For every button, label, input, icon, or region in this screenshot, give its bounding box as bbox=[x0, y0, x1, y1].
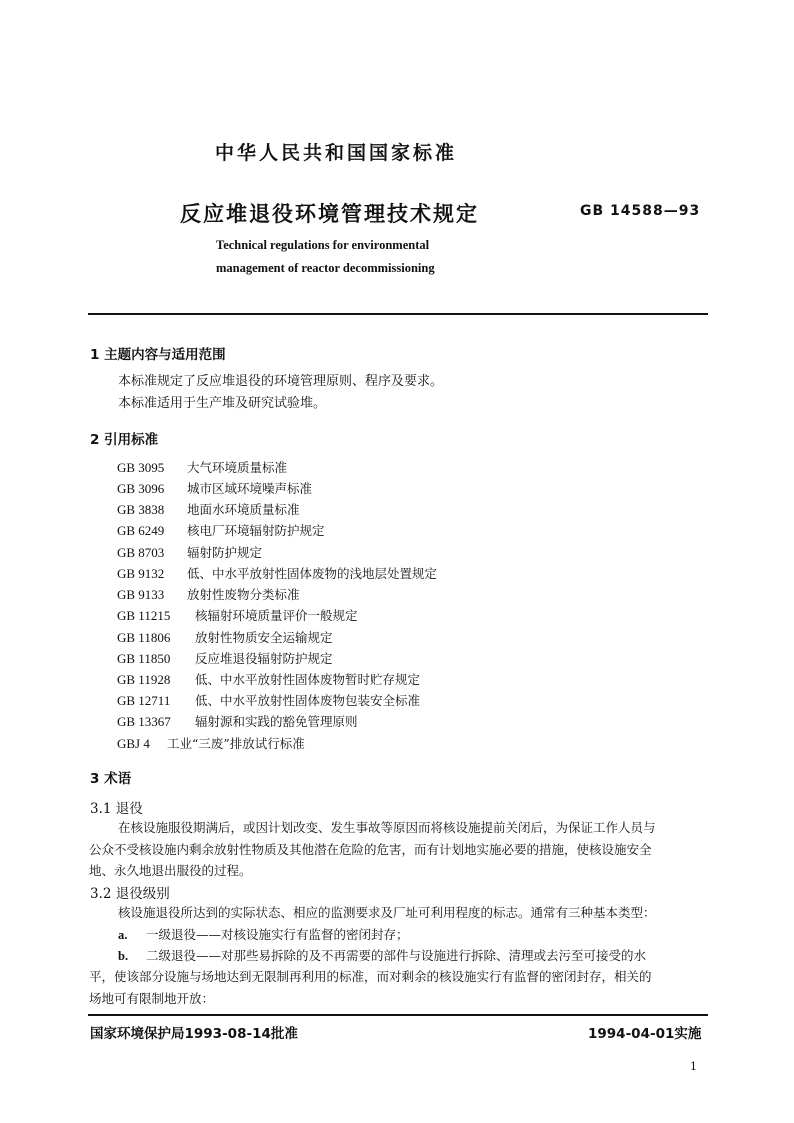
reference-code: GB 11215 bbox=[117, 608, 171, 623]
reference-item bbox=[117, 458, 287, 476]
section-1-paragraph-2: 本标准适用于生产堆及研究试验堆。 bbox=[118, 396, 327, 411]
reference-code: GB 12711 bbox=[117, 693, 171, 708]
section-3-1-line-1: 在核设施服役期满后，或因计划改变、发生事故等原因而将核设施提前关闭后，为保证工作人员与 bbox=[118, 820, 656, 835]
section-3-2-line-1: 核设施退役所达到的实际状态、相应的监测要求及厂址可利用程度的标志。通常有三种基本类型： bbox=[118, 905, 656, 920]
page-number: 1 bbox=[690, 1060, 697, 1073]
reference-code: GB 11806 bbox=[117, 630, 171, 645]
reference-item bbox=[117, 585, 300, 603]
reference-item bbox=[117, 691, 420, 709]
header-divider bbox=[88, 313, 708, 315]
reference-code: GB 11928 bbox=[117, 672, 171, 687]
reference-item bbox=[117, 564, 437, 582]
item-a-text: 一级退役——对核设施实行有监督的密闭封存； bbox=[146, 927, 409, 942]
reference-code: GB 13367 bbox=[117, 714, 171, 729]
reference-item bbox=[117, 521, 325, 539]
implementation-date: 1994-04-01实施 bbox=[588, 1026, 702, 1042]
reference-item bbox=[117, 479, 312, 497]
document-title-en-line2: management of reactor decommissioning bbox=[216, 261, 435, 275]
reference-item bbox=[117, 606, 358, 624]
national-standard-title: 中华人民共和国国家标准 bbox=[215, 142, 458, 164]
item-b-line-2: 平，使该部分设施与场地达到无限制再利用的标准，而对剩余的核设施实行有监督的密闭封存，相关的 bbox=[89, 969, 652, 984]
reference-code: GB 3838 bbox=[117, 502, 165, 517]
section-1-heading: 1 主题内容与适用范围 bbox=[90, 347, 226, 363]
reference-code: GB 3095 bbox=[117, 460, 165, 475]
reference-title: 城市区域环境噪声标准 bbox=[187, 481, 313, 496]
section-3-2-heading: 3.2 退役级别 bbox=[90, 886, 170, 902]
reference-title: 低、中水平放射性固体废物包装安全标准 bbox=[195, 693, 421, 708]
reference-title: 放射性物质安全运输规定 bbox=[195, 630, 333, 645]
document-title-cn: 反应堆退役环境管理技术规定 bbox=[180, 202, 479, 226]
reference-item bbox=[117, 734, 305, 752]
reference-title: 辐射源和实践的豁免管理原则 bbox=[195, 714, 358, 729]
reference-title: 核辐射环境质量评价一般规定 bbox=[195, 608, 358, 623]
reference-title: 放射性废物分类标准 bbox=[187, 587, 300, 602]
item-b-line-3: 场地可有限制地开放： bbox=[89, 991, 215, 1006]
reference-title: 反应堆退役辐射防护规定 bbox=[195, 651, 333, 666]
section-3-1-line-3: 地、永久地退出服役的过程。 bbox=[89, 863, 252, 878]
reference-title: 核电厂环境辐射防护规定 bbox=[187, 523, 325, 538]
reference-item bbox=[117, 670, 420, 688]
footer-divider bbox=[88, 1014, 708, 1016]
reference-code: GB 6249 bbox=[117, 523, 165, 538]
reference-item bbox=[117, 543, 262, 561]
reference-code: GB 11850 bbox=[117, 651, 171, 666]
reference-title: 地面水环境质量标准 bbox=[187, 502, 300, 517]
section-3-1-line-2: 公众不受核设施内剩余放射性物质及其他潜在危险的危害，而有计划地实施必要的措施，使核设施安全 bbox=[89, 842, 652, 857]
reference-item bbox=[117, 712, 358, 730]
reference-title: 辐射防护规定 bbox=[187, 545, 263, 560]
reference-code: GBJ 4 bbox=[117, 736, 150, 751]
reference-title: 大气环境质量标准 bbox=[187, 460, 288, 475]
reference-item bbox=[117, 649, 333, 667]
standard-number: GB 14588—93 bbox=[580, 203, 701, 219]
reference-title: 低、中水平放射性固体废物暂时贮存规定 bbox=[195, 672, 421, 687]
approval-date: 国家环境保护局1993-08-14批准 bbox=[90, 1026, 298, 1042]
item-b-label: b. bbox=[118, 949, 129, 963]
reference-item bbox=[117, 500, 300, 518]
reference-title: 低、中水平放射性固体废物的浅地层处置规定 bbox=[187, 566, 438, 581]
section-3-heading: 3 术语 bbox=[90, 771, 132, 787]
reference-item bbox=[117, 628, 333, 646]
item-a-label: a. bbox=[118, 928, 128, 942]
section-1-paragraph-1: 本标准规定了反应堆退役的环境管理原则、程序及要求。 bbox=[118, 374, 444, 389]
reference-title: 工业“三废”排放试行标准 bbox=[167, 736, 305, 751]
document-title-en-line1: Technical regulations for environmental bbox=[216, 238, 430, 252]
reference-code: GB 8703 bbox=[117, 545, 165, 560]
reference-code: GB 9132 bbox=[117, 566, 165, 581]
section-2-heading: 2 引用标准 bbox=[90, 432, 159, 448]
reference-code: GB 3096 bbox=[117, 481, 165, 496]
item-b-line-1: 二级退役——对那些易拆除的及不再需要的部件与设施进行拆除、清理或去污至可接受的水 bbox=[146, 948, 647, 963]
section-3-1-heading: 3.1 退役 bbox=[90, 801, 143, 817]
reference-code: GB 9133 bbox=[117, 587, 165, 602]
